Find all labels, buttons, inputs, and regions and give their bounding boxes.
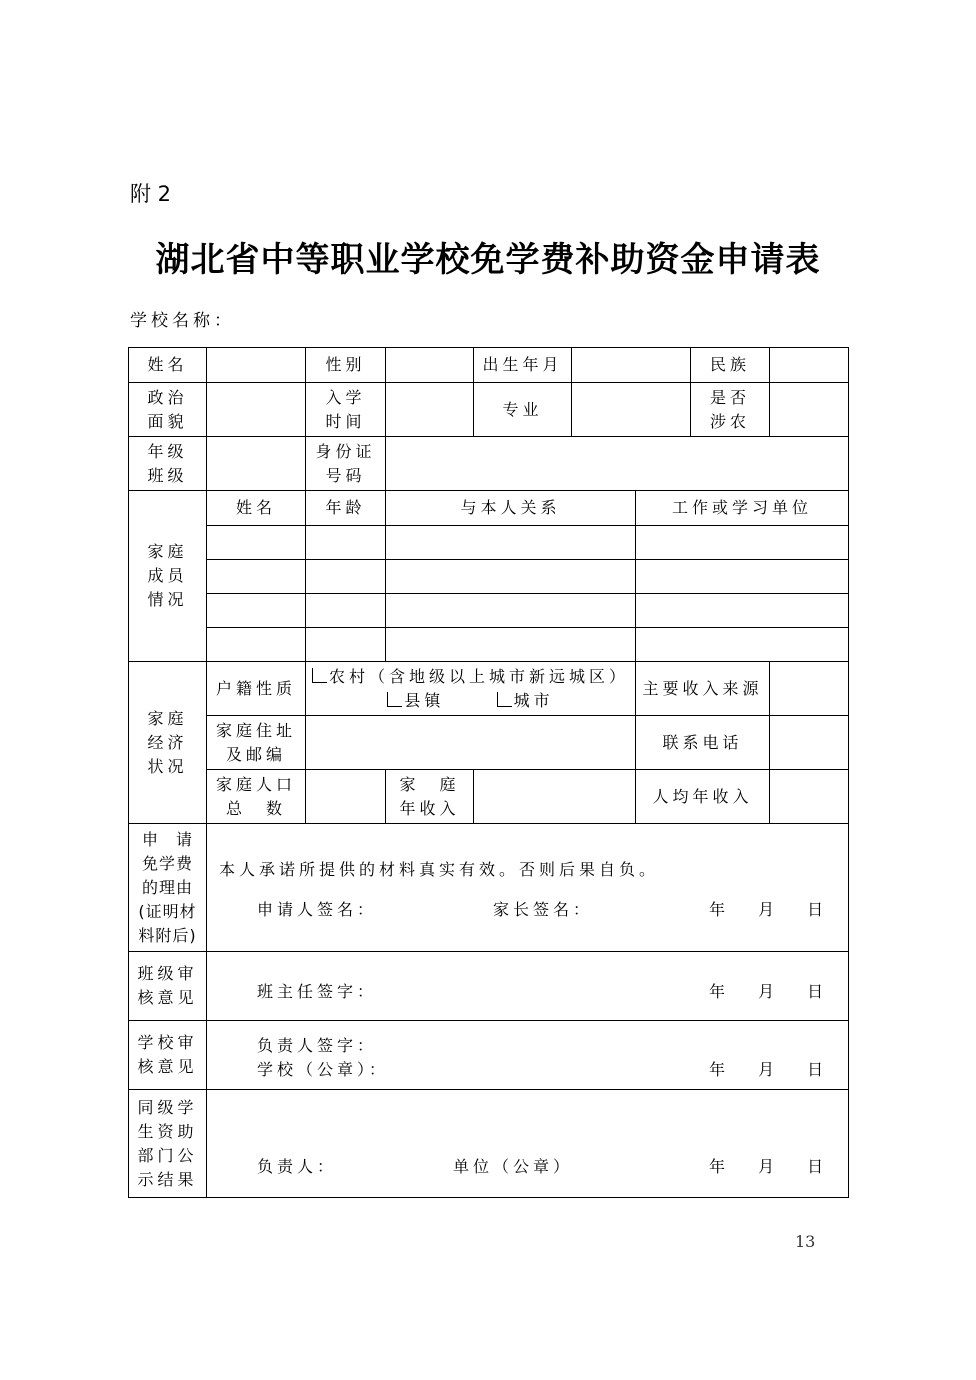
school-review-row: [129, 1021, 849, 1090]
class-review-label: 班级审 核意见: [129, 952, 207, 1021]
gender-label: 性别: [306, 348, 386, 383]
class-review-date[interactable]: 年 月 日: [709, 982, 828, 1001]
grade-label: 年级 班级: [129, 437, 207, 491]
basic-row-2: [129, 383, 849, 437]
family-name-cell[interactable]: [207, 594, 306, 628]
family-section-label: 家庭 成员 情况: [129, 491, 207, 662]
name-label: 姓名: [129, 348, 207, 383]
enroll-field[interactable]: [386, 383, 474, 437]
family-relation-cell[interactable]: [386, 594, 636, 628]
basic-row-3: [129, 437, 849, 491]
checkbox-icon: [312, 668, 327, 683]
family-header-name: 姓名: [207, 491, 306, 526]
phone-field[interactable]: [770, 716, 849, 770]
family-age-cell[interactable]: [306, 560, 386, 594]
hukou-option-rural[interactable]: 农村（含地级以上城市新远城区）: [306, 665, 635, 689]
family-work-cell[interactable]: [636, 594, 849, 628]
publicity-content: [207, 1090, 849, 1198]
address-field[interactable]: [306, 716, 636, 770]
annual-income-field[interactable]: [474, 770, 636, 824]
page-title: 湖北省中等职业学校免学费补助资金申请表: [155, 240, 821, 280]
enroll-label: 入学 时间: [306, 383, 386, 437]
economy-row-2: [129, 716, 849, 770]
income-source-label: 主要收入来源: [636, 662, 770, 716]
family-name-cell[interactable]: [207, 526, 306, 560]
family-relation-cell[interactable]: [386, 628, 636, 662]
name-field[interactable]: [207, 348, 306, 383]
reason-row: [129, 824, 849, 952]
population-field[interactable]: [306, 770, 386, 824]
political-label: 政治 面貌: [129, 383, 207, 437]
political-field[interactable]: [207, 383, 306, 437]
parent-signature[interactable]: 家长签名：: [493, 899, 594, 919]
family-row: [129, 560, 849, 594]
reason-label: 申 请 免学费 的理由 (证明材 料附后): [129, 824, 207, 952]
major-label: 专业: [474, 383, 572, 437]
school-review-content: [207, 1021, 849, 1090]
hukou-label: 户籍性质: [207, 662, 306, 716]
annual-income-label: 家 庭 年收入: [386, 770, 474, 824]
checkbox-icon: [497, 692, 512, 707]
id-field[interactable]: [386, 437, 849, 491]
per-capita-label: 人均年收入: [636, 770, 770, 824]
application-form-table: [128, 347, 849, 1198]
grade-field[interactable]: [207, 437, 306, 491]
leader-signature[interactable]: 负责人签字：: [257, 1036, 378, 1055]
agri-label: 是否 涉农: [691, 383, 770, 437]
gender-field[interactable]: [386, 348, 474, 383]
school-seal[interactable]: 学校（公章）：: [257, 1060, 390, 1079]
hukou-options: [306, 662, 636, 716]
publicity-row: [129, 1090, 849, 1198]
family-work-cell[interactable]: [636, 628, 849, 662]
family-row: [129, 594, 849, 628]
applicant-signature[interactable]: 申请人签名：: [257, 899, 378, 919]
major-field[interactable]: [572, 383, 691, 437]
address-label: 家庭住址 及邮编: [207, 716, 306, 770]
family-age-cell[interactable]: [306, 628, 386, 662]
population-label: 家庭人口 总 数: [207, 770, 306, 824]
teacher-signature[interactable]: 班主任签字：: [257, 982, 378, 1001]
ethnic-field[interactable]: [770, 348, 849, 383]
family-header-row: [129, 491, 849, 526]
ethnic-label: 民族: [691, 348, 770, 383]
family-header-relation: 与本人关系: [386, 491, 636, 526]
economy-row-3: [129, 770, 849, 824]
class-review-row: [129, 952, 849, 1021]
basic-row-1: [129, 348, 849, 383]
hukou-option-county[interactable]: 县镇: [387, 691, 444, 710]
family-age-cell[interactable]: [306, 594, 386, 628]
page-number: 13: [795, 1232, 816, 1251]
family-relation-cell[interactable]: [386, 526, 636, 560]
school-name-label: 学校名称：: [130, 311, 235, 331]
family-work-cell[interactable]: [636, 526, 849, 560]
family-header-work: 工作或学习单位: [636, 491, 849, 526]
publicity-date[interactable]: 年 月 日: [709, 1156, 828, 1176]
income-source-field[interactable]: [770, 662, 849, 716]
family-row: [129, 526, 849, 560]
per-capita-field[interactable]: [770, 770, 849, 824]
id-label: 身份证 号码: [306, 437, 386, 491]
economy-section-label: 家庭 经济 状况: [129, 662, 207, 824]
class-review-content: [207, 952, 849, 1021]
phone-label: 联系电话: [636, 716, 770, 770]
publicity-leader[interactable]: 负责人：: [257, 1156, 338, 1176]
family-age-cell[interactable]: [306, 526, 386, 560]
reason-statement: 本人承诺所提供的材料真实有效。否则后果自负。: [219, 859, 660, 879]
publicity-label: 同级学 生资助 部门公 示结果: [129, 1090, 207, 1198]
school-review-date[interactable]: 年 月 日: [709, 1060, 828, 1079]
family-name-cell[interactable]: [207, 560, 306, 594]
birth-field[interactable]: [572, 348, 691, 383]
family-header-age: 年龄: [306, 491, 386, 526]
school-review-label: 学校审 核意见: [129, 1021, 207, 1090]
publicity-unit[interactable]: 单位（公章）: [453, 1156, 574, 1176]
hukou-option-city[interactable]: 城市: [497, 691, 554, 710]
family-relation-cell[interactable]: [386, 560, 636, 594]
reason-content: [207, 824, 849, 952]
economy-row-1: [129, 662, 849, 716]
family-work-cell[interactable]: [636, 560, 849, 594]
checkbox-icon: [387, 692, 402, 707]
attachment-label: 附 2: [130, 182, 172, 206]
agri-field[interactable]: [770, 383, 849, 437]
family-row: [129, 628, 849, 662]
reason-date[interactable]: 年 月 日: [709, 899, 828, 919]
birth-label: 出生年月: [474, 348, 572, 383]
family-name-cell[interactable]: [207, 628, 306, 662]
